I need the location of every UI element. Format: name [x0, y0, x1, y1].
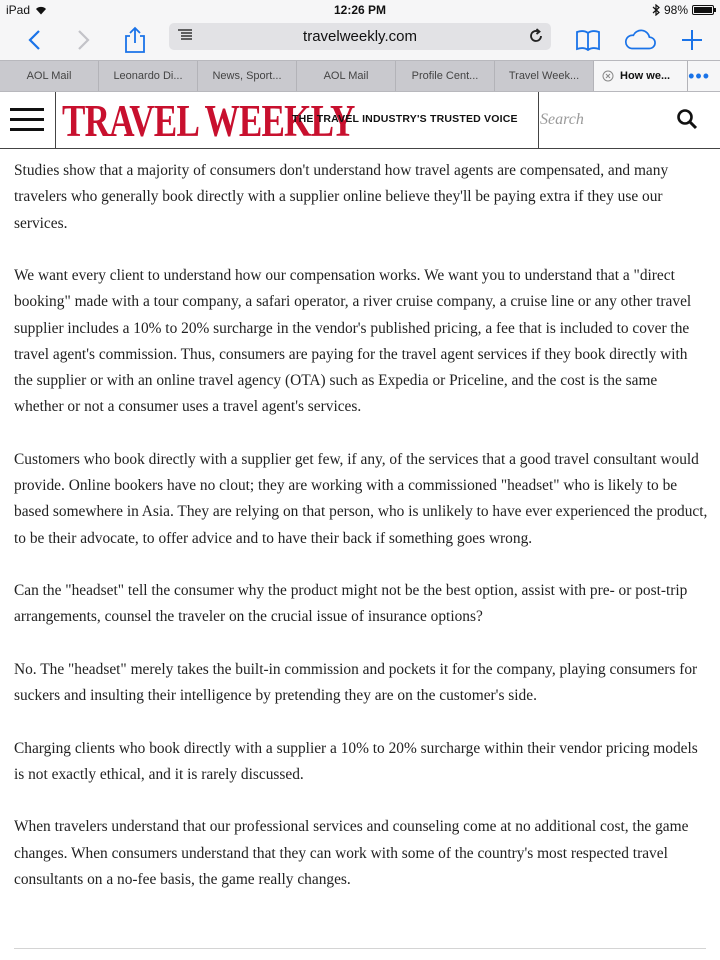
icloud-tabs-button[interactable] [624, 24, 656, 56]
tab-travel-weekly[interactable]: Travel Week... [495, 61, 594, 91]
divider [538, 92, 539, 148]
battery-icon [692, 5, 714, 15]
chevron-left-icon [27, 29, 41, 51]
tab-profile-center[interactable]: Profile Cent... [396, 61, 495, 91]
article-paragraph: Studies show that a majority of consumers don't understand how travel agents are compensated, and many travelers who generally book directly with a supplier online believe they'll be paying extra if they use our services. [14, 162, 669, 232]
tab-active[interactable] [594, 61, 688, 91]
tab-strip [0, 60, 720, 92]
tab-news-sports[interactable]: News, Sport... [198, 61, 297, 91]
tab-aol-mail[interactable]: AOL Mail [0, 61, 99, 91]
chevron-right-icon [77, 29, 91, 51]
more-tabs-button[interactable]: ••• [688, 61, 720, 91]
site-logo[interactable]: TRAVEL WEEKLY [62, 96, 355, 146]
status-right [652, 3, 714, 17]
battery-percent: 98% [663, 3, 688, 17]
back-button[interactable] [18, 24, 50, 56]
address-bar[interactable] [169, 23, 551, 50]
site-tagline: THE TRAVEL INDUSTRY'S TRUSTED VOICE [292, 113, 518, 125]
active-tab-label: How we... [620, 70, 671, 82]
new-tab-button[interactable] [676, 24, 708, 56]
browser-toolbar [0, 20, 720, 60]
menu-button[interactable] [10, 108, 44, 132]
tab-aol-mail-2[interactable]: AOL Mail [297, 61, 396, 91]
article-divider [14, 948, 706, 949]
tab-leonardo[interactable]: Leonardo Di... [99, 61, 198, 91]
site-header [0, 92, 720, 149]
hamburger-line [10, 118, 44, 121]
share-button[interactable] [119, 24, 151, 56]
cloud-icon [624, 29, 656, 51]
book-icon [575, 29, 601, 51]
article-body [14, 158, 708, 919]
article-paragraph: Customers who book directly with a supplier get few, if any, of the services that a good travel consultant would provide. Online bookers have no clout; they are working with a commissioned "headset" who is likely to be based somewhere in Asia. They are relying on that person, who is unlikely to have ever experienced the product, to be their advocate, to offer advice and to have their back if something goes wrong. [14, 450, 708, 547]
device-label: iPad [6, 3, 31, 17]
article-paragraph: When travelers understand that our professional services and counseling come at no additional cost, the game changes. When consumers understand that they can work with some of the country's most respected travel consultants on a no-fee basis, the game really changes. [14, 818, 689, 888]
search-button[interactable] [676, 108, 702, 134]
reload-icon[interactable] [527, 27, 545, 45]
article-paragraph: Charging clients who book directly with a supplier a 10% to 20% surcharge within their vendor pricing models is not exactly ethical, and it is rarely discussed. [14, 739, 698, 783]
hamburger-line [10, 108, 44, 111]
bookmarks-button[interactable] [572, 24, 604, 56]
search-icon [676, 108, 698, 130]
status-bar [0, 0, 720, 20]
url-text[interactable]: travelweekly.com [303, 28, 417, 45]
search-input[interactable] [540, 100, 670, 140]
divider [55, 92, 56, 148]
hamburger-line [10, 128, 44, 131]
status-time: 12:26 PM [333, 3, 387, 17]
share-icon [124, 26, 146, 54]
forward-button[interactable] [68, 24, 100, 56]
close-tab-icon[interactable] [602, 70, 614, 82]
bluetooth-icon [652, 4, 660, 16]
article-paragraph: No. The "headset" merely takes the built-in commission and pockets it for the company, playing consumers for suckers and insulting their intelligence by pretending they are on the customer's side. [14, 660, 698, 705]
article-paragraph: We want every client to understand how our compensation works. We want you to understand that a "direct booking" made with a tour company, a safari operator, a river cruise company, a cruise line or any other travel supplier includes a 10% to 20% surcharge in the vendor's published pricing, a fee that is included to cover the travel agent's commission. Thus, consumers are paying for the travel agent services if they book directly with the supplier or with an online travel agency (OTA) such as Expedia or Priceline, and the cost is the same whether or not a consumer uses a travel agent's services. [14, 266, 692, 416]
article-paragraph: Can the "headset" tell the consumer why the product might not be the best option, assist with pre- or post-trip arrangements, counsel the traveler on the crucial issue of insurance options? [14, 582, 688, 626]
plus-icon [681, 29, 703, 51]
